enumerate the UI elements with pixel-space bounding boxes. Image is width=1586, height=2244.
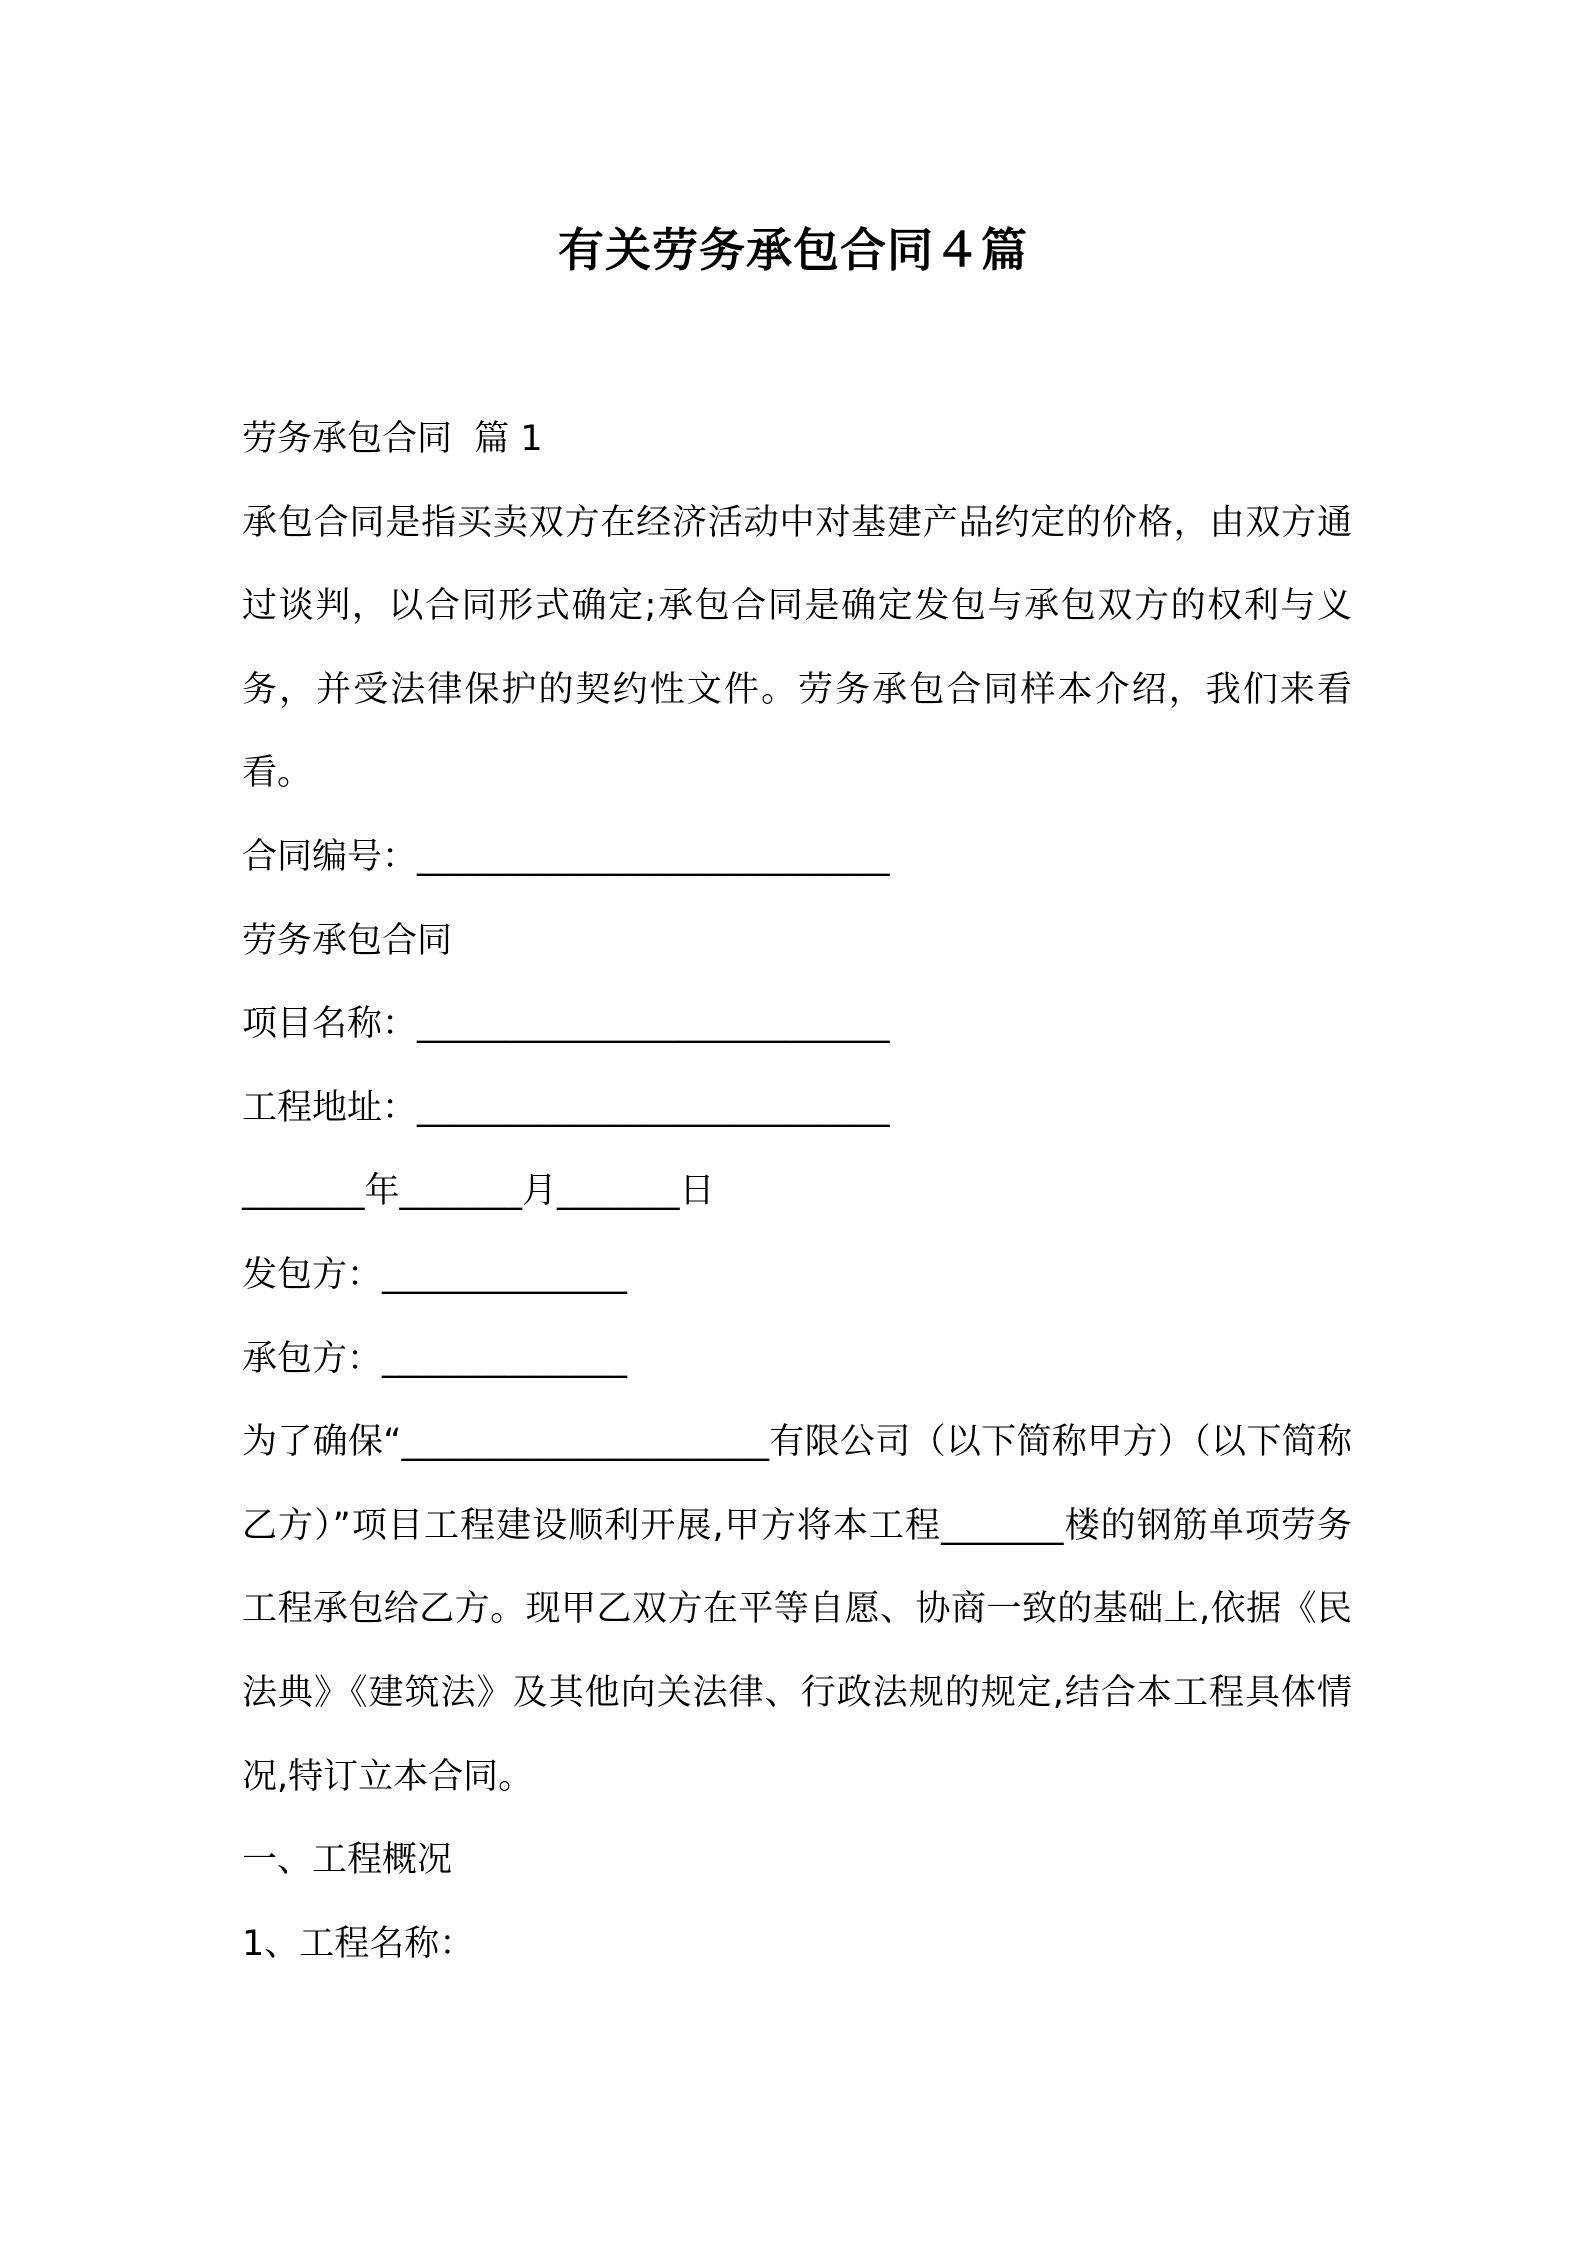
preamble-paragraph: 为了确保“_____________________有限公司（以下简称甲方）（以下简称乙方）”项目工程建设顺利开展,甲方将本工程_______楼的钢筋单项劳务工程承包给乙方。现甲乙双方在平等自愿、协商一致的基础上,依据《民法典》《建筑法》及其他向关法律、行政法规的规定,结合本工程具体情况,特订立本合同。 xyxy=(242,1422,1352,1797)
contractor-receiver-line: 承包方：______________ xyxy=(242,1338,628,1379)
document-title: 有关劳务承包合同４篇 xyxy=(558,223,1028,277)
clause-item: 1、工程名称： xyxy=(242,1923,475,1964)
document-body xyxy=(242,398,1352,1986)
date-line: _______年_______月_______日 xyxy=(242,1171,715,1212)
contract-number-line: 合同编号：___________________________ xyxy=(242,836,890,877)
project-name-line: 项目名称：___________________________ xyxy=(242,1004,890,1045)
section-heading: 劳务承包合同 篇 1 xyxy=(242,419,543,459)
contract-name-line: 劳务承包合同 xyxy=(242,920,453,961)
project-address-line: 工程地址：___________________________ xyxy=(242,1087,890,1128)
chapter-heading: 一、工程概况 xyxy=(242,1840,453,1881)
contractor-issuer-line: 发包方：______________ xyxy=(242,1254,628,1295)
intro-paragraph: 承包合同是指买卖双方在经济活动中对基建产品约定的价格，由双方通过谈判，以合同形式确定;承包合同是确定发包与承包双方的权利与义务，并受法律保护的契约性文件。劳务承包合同样本介绍，我们来看看。 xyxy=(242,502,1352,794)
